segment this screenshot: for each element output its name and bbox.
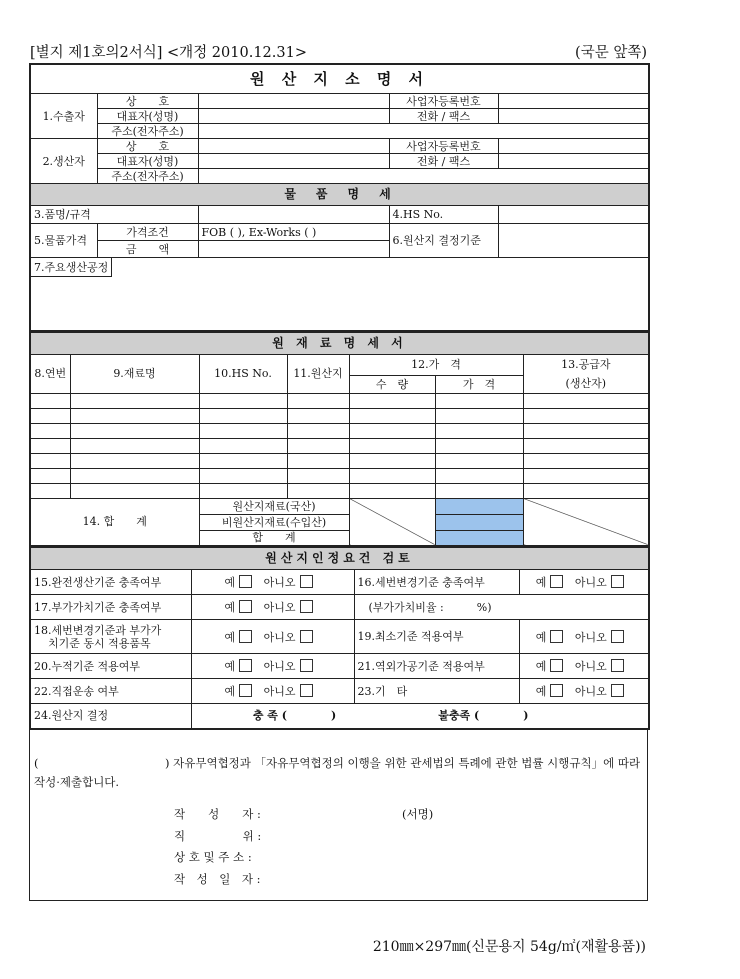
yes-label: 예 <box>224 660 236 673</box>
no-checkbox[interactable] <box>300 575 313 588</box>
writer-label: 작 성 자 : <box>174 806 261 821</box>
writer-row[interactable] <box>174 806 434 822</box>
yes-checkbox[interactable] <box>239 575 252 588</box>
yes-checkbox[interactable] <box>239 600 252 613</box>
exporter-bizno-label: 사업자등록번호 <box>389 94 498 109</box>
yes-label: 예 <box>224 601 236 614</box>
position-row[interactable] <box>174 828 261 844</box>
q22-choice[interactable] <box>191 679 354 704</box>
q16-choice[interactable] <box>519 570 649 595</box>
q17-choice[interactable] <box>191 595 354 620</box>
total-imported-field[interactable] <box>435 514 523 530</box>
exporter-bizno-field[interactable] <box>498 94 649 109</box>
terms-field[interactable]: FOB ( ), Ex-Works ( ) <box>198 224 389 241</box>
parties-table <box>29 63 650 332</box>
q21-choice[interactable] <box>519 654 649 679</box>
process-area[interactable] <box>30 258 649 331</box>
col-price: 12.가 격 <box>349 354 523 375</box>
table-row[interactable] <box>30 423 649 438</box>
q18-label-line1: 18.세번변경기준과 부가가 <box>34 623 162 637</box>
q15-label: 15.완전생산기준 충족여부 <box>30 570 191 595</box>
producer-rep-label: 대표자(성명) <box>97 154 198 169</box>
yes-label: 예 <box>535 685 547 698</box>
q15-choice[interactable] <box>191 570 354 595</box>
col-no: 8.연번 <box>30 354 70 393</box>
table-row[interactable] <box>30 438 649 453</box>
exporter-rep-field[interactable] <box>198 109 389 124</box>
amount-label: 금 액 <box>97 241 198 258</box>
criteria-label: 6.원산지 결정기준 <box>389 224 498 258</box>
process-label: 7.주요생산공정 <box>31 258 112 277</box>
no-checkbox[interactable] <box>611 630 624 643</box>
producer-name-label: 상 호 <box>97 139 198 154</box>
table-row[interactable] <box>30 393 649 408</box>
criteria-field[interactable] <box>498 224 649 258</box>
item-label: 3.품명/규격 <box>30 206 198 224</box>
q24-label: 24.원산지 결정 <box>30 704 191 729</box>
producer-addr-field[interactable] <box>198 169 649 184</box>
total-supplier-diagonal <box>523 498 649 546</box>
no-label: 아니오 <box>574 630 607 644</box>
q17-label: 17.부가가치기준 충족여부 <box>30 595 191 620</box>
met-field[interactable]: 충 족 ( ) <box>252 709 337 723</box>
producer-bizno-label: 사업자등록번호 <box>389 139 498 154</box>
table-row[interactable] <box>30 468 649 483</box>
review-table <box>29 547 650 730</box>
review-section-header: 원산지인정요건 검토 <box>30 548 649 570</box>
no-checkbox[interactable] <box>300 630 313 643</box>
table-row[interactable] <box>30 408 649 423</box>
col-supplier: 13.공급자 <box>523 354 649 375</box>
producer-tel-label: 전화 / 팩스 <box>389 154 498 169</box>
producer-addr-label: 주소(전자주소) <box>97 169 198 184</box>
address-label: 상 호 및 주 소 : <box>174 849 252 864</box>
yes-checkbox[interactable] <box>550 630 563 643</box>
q19-choice[interactable] <box>519 620 649 654</box>
yes-checkbox[interactable] <box>239 659 252 672</box>
exporter-tel-label: 전화 / 팩스 <box>389 109 498 124</box>
exporter-label: 1.수출자 <box>30 94 97 139</box>
table-row[interactable] <box>30 483 649 498</box>
hs-label: 4.HS No. <box>389 206 498 224</box>
materials-section-header: 원 재 료 명 세 서 <box>30 332 649 354</box>
terms-label: 가격조건 <box>97 224 198 241</box>
total-sum-label: 합 계 <box>199 530 349 546</box>
q18-label-line2: 치기준 동시 적용품목 <box>48 636 151 650</box>
yes-checkbox[interactable] <box>239 630 252 643</box>
vat-ratio-field[interactable]: (부가가치비율 : %) <box>354 595 649 620</box>
q16-label: 16.세번변경기준 충족여부 <box>354 570 519 595</box>
no-label: 아니오 <box>574 660 607 673</box>
no-label: 아니오 <box>263 576 296 589</box>
side-label: (국문 앞쪽) <box>575 45 647 61</box>
form-title: 원 산 지 소 명 서 <box>30 64 649 94</box>
col-qty: 수 량 <box>349 375 435 393</box>
form-id: [별지 제1호의2서식] <개정 2010.12.31> <box>30 45 307 61</box>
total-label: 14. 합 계 <box>30 498 199 546</box>
total-qty-diagonal <box>349 498 435 546</box>
table-row[interactable] <box>30 453 649 468</box>
no-label: 아니오 <box>263 685 296 698</box>
no-checkbox[interactable] <box>300 659 313 672</box>
date-label: 작 성 일 자 : <box>174 871 261 886</box>
total-imported-label: 비원산지재료(수입산) <box>199 514 349 530</box>
yes-label: 예 <box>224 630 236 644</box>
amount-field[interactable] <box>198 241 389 258</box>
yes-checkbox[interactable] <box>550 659 563 672</box>
total-domestic-label: 원산지재료(국산) <box>199 498 349 514</box>
yes-label: 예 <box>535 576 547 589</box>
not-met-field[interactable]: 불충족 ( ) <box>438 709 529 723</box>
producer-name-field[interactable] <box>198 139 389 154</box>
producer-label: 2.생산자 <box>30 139 97 184</box>
no-checkbox[interactable] <box>300 684 313 697</box>
goods-section-header: 물 품 명 세 <box>30 184 649 206</box>
address-row[interactable] <box>174 849 252 865</box>
total-domestic-field[interactable] <box>435 498 523 514</box>
yes-label: 예 <box>224 576 236 589</box>
exporter-name-label: 상 호 <box>97 94 198 109</box>
q20-choice[interactable] <box>191 654 354 679</box>
col-origin: 11.원산지 <box>287 354 349 393</box>
yes-label: 예 <box>535 630 547 644</box>
date-row[interactable] <box>174 871 260 887</box>
no-checkbox[interactable] <box>611 684 624 697</box>
yes-checkbox[interactable] <box>239 684 252 697</box>
hs-field[interactable] <box>498 206 649 224</box>
form-frame <box>29 63 648 901</box>
col-name: 9.재료명 <box>70 354 199 393</box>
yes-label: 예 <box>535 660 547 673</box>
no-label: 아니오 <box>574 685 607 698</box>
q23-choice[interactable] <box>519 679 649 704</box>
yes-label: 예 <box>224 685 236 698</box>
paper-spec: 210㎜×297㎜(신문용지 54g/㎡(재활용품)) <box>372 939 646 955</box>
col-supplier-sub: (생산자) <box>523 375 649 393</box>
exporter-rep-label: 대표자(성명) <box>97 109 198 124</box>
no-label: 아니오 <box>574 576 607 589</box>
exporter-name-field[interactable] <box>198 94 389 109</box>
yes-checkbox[interactable] <box>550 684 563 697</box>
col-unit-price: 가 격 <box>435 375 523 393</box>
exporter-addr-label: 주소(전자주소) <box>97 124 198 139</box>
total-sum-field[interactable] <box>435 530 523 546</box>
producer-rep-field[interactable] <box>198 154 389 169</box>
yes-checkbox[interactable] <box>550 575 563 588</box>
materials-table <box>29 332 650 548</box>
producer-tel-field[interactable] <box>498 154 649 169</box>
no-checkbox[interactable] <box>611 659 624 672</box>
q18-label <box>30 620 191 654</box>
price-label: 5.물품가격 <box>30 224 97 258</box>
exporter-tel-field[interactable] <box>498 109 649 124</box>
q23-label: 23.기 타 <box>354 679 519 704</box>
col-hs: 10.HS No. <box>199 354 287 393</box>
no-label: 아니오 <box>263 630 296 644</box>
no-label: 아니오 <box>263 601 296 614</box>
q24-decision[interactable] <box>191 704 649 729</box>
no-checkbox[interactable] <box>611 575 624 588</box>
q18-choice[interactable] <box>191 620 354 654</box>
sign-label: (서명) <box>402 806 434 821</box>
item-field[interactable] <box>198 206 389 224</box>
q20-label: 20.누적기준 적용여부 <box>30 654 191 679</box>
q19-label: 19.최소기준 적용여부 <box>354 620 519 654</box>
producer-bizno-field[interactable] <box>498 139 649 154</box>
q22-label: 22.직접운송 여부 <box>30 679 191 704</box>
declaration-text: ( ) 자유무역협정과 「자유무역협정의 이행을 위한 관세법의 특례에 관한 법률 시행규칙」에 따라 작성·제출합니다. <box>34 755 641 789</box>
position-label: 직 위 : <box>174 828 262 843</box>
exporter-addr-field[interactable] <box>198 124 649 139</box>
q21-label: 21.역외가공기준 적용여부 <box>354 654 519 679</box>
declaration-box <box>29 730 648 901</box>
no-checkbox[interactable] <box>300 600 313 613</box>
no-label: 아니오 <box>263 660 296 673</box>
